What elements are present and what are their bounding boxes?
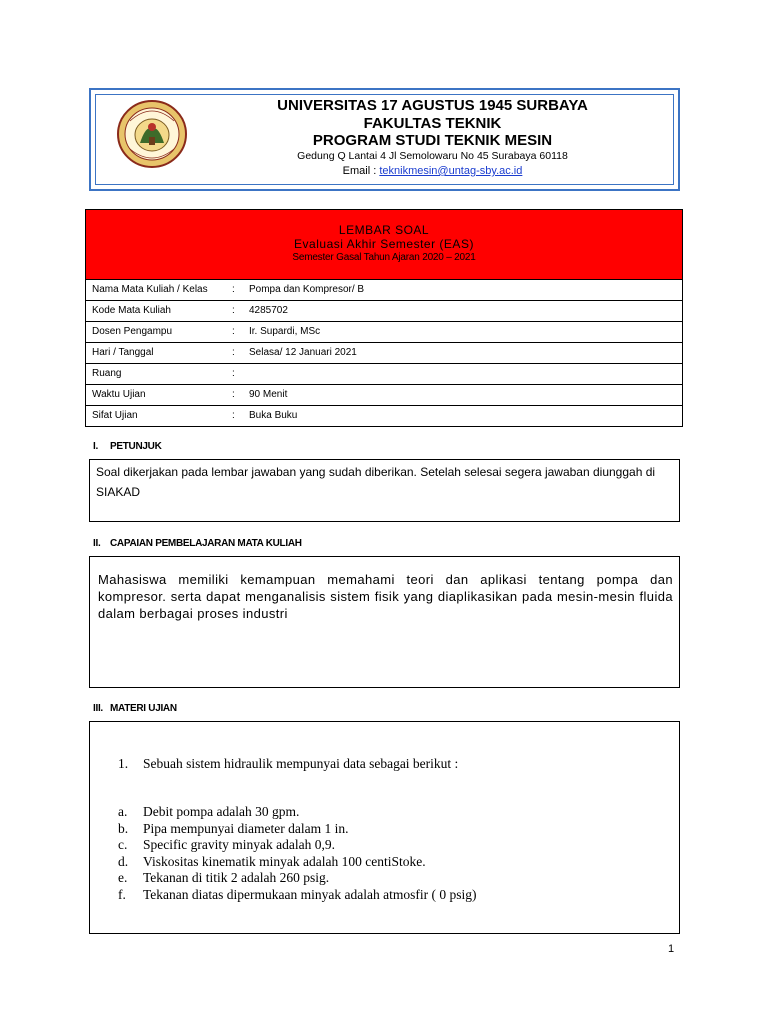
item-letter: d. bbox=[118, 853, 129, 869]
capaian-text: Mahasiswa memiliki kemampuan memahami teori dan aplikasi tentang pompa dan kompresor. serta dapat menganalisis sistem fisik yang diaplikasikan pada mesin-mesin fluida dalam berbagai proses industri bbox=[98, 572, 673, 621]
info-label: Kode Mata Kuliah bbox=[92, 305, 171, 316]
item-letter: c. bbox=[118, 837, 128, 852]
info-row-room bbox=[86, 364, 682, 385]
info-value: Pompa dan Kompresor/ B bbox=[249, 284, 365, 295]
info-separator: : bbox=[232, 389, 235, 400]
info-separator: : bbox=[232, 347, 235, 358]
section-number: I. bbox=[93, 441, 98, 452]
section-capaian-heading bbox=[93, 538, 302, 549]
info-label: Ruang bbox=[92, 368, 122, 379]
info-value: Buka Buku bbox=[249, 410, 298, 421]
info-value: Ir. Supardi, MSc bbox=[249, 326, 321, 337]
petunjuk-text: Soal dikerjakan pada lembar jawaban yang sudah diberikan. Setelah selesai segera jawaban diunggah di SIAKAD bbox=[96, 465, 656, 499]
item-text: Debit pompa adalah 30 gpm. bbox=[143, 804, 300, 819]
university-seal-logo bbox=[116, 99, 188, 169]
section-title: MATERI UJIAN bbox=[110, 703, 177, 714]
section-number: II. bbox=[93, 538, 101, 549]
item-text: Specific gravity minyak adalah 0,9. bbox=[143, 837, 335, 852]
title-band bbox=[86, 210, 682, 280]
title-line-3: Semester Gasal Tahun Ajaran 2020 – 2021 bbox=[292, 252, 476, 263]
title-line-2: Evaluasi Akhir Semester (EAS) bbox=[294, 237, 474, 251]
info-label: Dosen Pengampu bbox=[92, 326, 173, 337]
info-row-date bbox=[86, 343, 682, 364]
item-text: Pipa mempunyai diameter dalam 1 in. bbox=[143, 820, 349, 836]
item-text: Tekanan diatas dipermukaan minyak adalah atmosfir ( 0 psig) bbox=[143, 886, 477, 902]
faculty-name: FAKULTAS TEKNIK bbox=[363, 115, 502, 132]
list-item bbox=[118, 804, 476, 821]
info-label: Sifat Ujian bbox=[92, 410, 138, 421]
email-line bbox=[192, 165, 673, 177]
info-row-lecturer bbox=[86, 322, 682, 343]
info-label: Waktu Ujian bbox=[92, 389, 146, 400]
info-value: 90 Menit bbox=[249, 389, 288, 400]
program-name: PROGRAM STUDI TEKNIK MESIN bbox=[312, 132, 553, 149]
list-item bbox=[118, 854, 476, 871]
question-text: Sebuah sistem hidraulik mempunyai data sebagai berikut : bbox=[143, 756, 459, 771]
letterhead bbox=[89, 88, 680, 191]
info-separator: : bbox=[232, 410, 235, 421]
materi-box bbox=[89, 721, 680, 934]
item-letter: f. bbox=[118, 886, 126, 902]
question-number: 1. bbox=[118, 756, 129, 771]
info-separator: : bbox=[232, 284, 235, 295]
item-letter: b. bbox=[118, 820, 129, 836]
info-label: Hari / Tanggal bbox=[92, 347, 154, 358]
info-row-type bbox=[86, 406, 682, 426]
section-number: III. bbox=[93, 703, 103, 714]
section-title: PETUNJUK bbox=[110, 441, 162, 452]
info-value: 4285702 bbox=[249, 305, 288, 316]
section-petunjuk-heading bbox=[93, 441, 162, 452]
question-items bbox=[118, 804, 476, 903]
info-separator: : bbox=[232, 305, 235, 316]
section-materi-heading bbox=[93, 703, 177, 714]
item-text: Tekanan di titik 2 adalah 260 psig. bbox=[143, 870, 330, 885]
email-label: Email : bbox=[342, 165, 380, 177]
item-letter: e. bbox=[118, 870, 128, 885]
letterhead-inner-border bbox=[95, 94, 674, 185]
list-item bbox=[118, 870, 476, 887]
petunjuk-box bbox=[89, 459, 680, 522]
address: Gedung Q Lantai 4 Jl Semolowaru No 45 Surabaya 60118 bbox=[297, 150, 568, 162]
university-name: UNIVERSITAS 17 AGUSTUS 1945 SURBAYA bbox=[277, 97, 588, 114]
section-title: CAPAIAN PEMBELAJARAN MATA KULIAH bbox=[110, 538, 302, 549]
question-1 bbox=[118, 756, 458, 772]
info-separator: : bbox=[232, 368, 235, 379]
capaian-box bbox=[89, 556, 680, 688]
info-label: Nama Mata Kuliah / Kelas bbox=[92, 284, 208, 295]
info-value: Selasa/ 12 Januari 2021 bbox=[249, 347, 357, 358]
info-row-course bbox=[86, 280, 682, 301]
list-item bbox=[118, 821, 476, 838]
list-item bbox=[118, 887, 476, 904]
info-separator: : bbox=[232, 326, 235, 337]
item-text: Viskositas kinematik minyak adalah 100 centiStoke. bbox=[143, 853, 426, 869]
item-letter: a. bbox=[118, 804, 128, 819]
info-row-duration bbox=[86, 385, 682, 406]
page-number: 1 bbox=[668, 943, 675, 955]
info-row-code bbox=[86, 301, 682, 322]
exam-info-table bbox=[85, 209, 683, 427]
list-item bbox=[118, 837, 476, 854]
title-line-1: LEMBAR SOAL bbox=[338, 223, 430, 237]
email-link[interactable]: teknikmesin@untag-sby.ac.id bbox=[379, 165, 523, 177]
